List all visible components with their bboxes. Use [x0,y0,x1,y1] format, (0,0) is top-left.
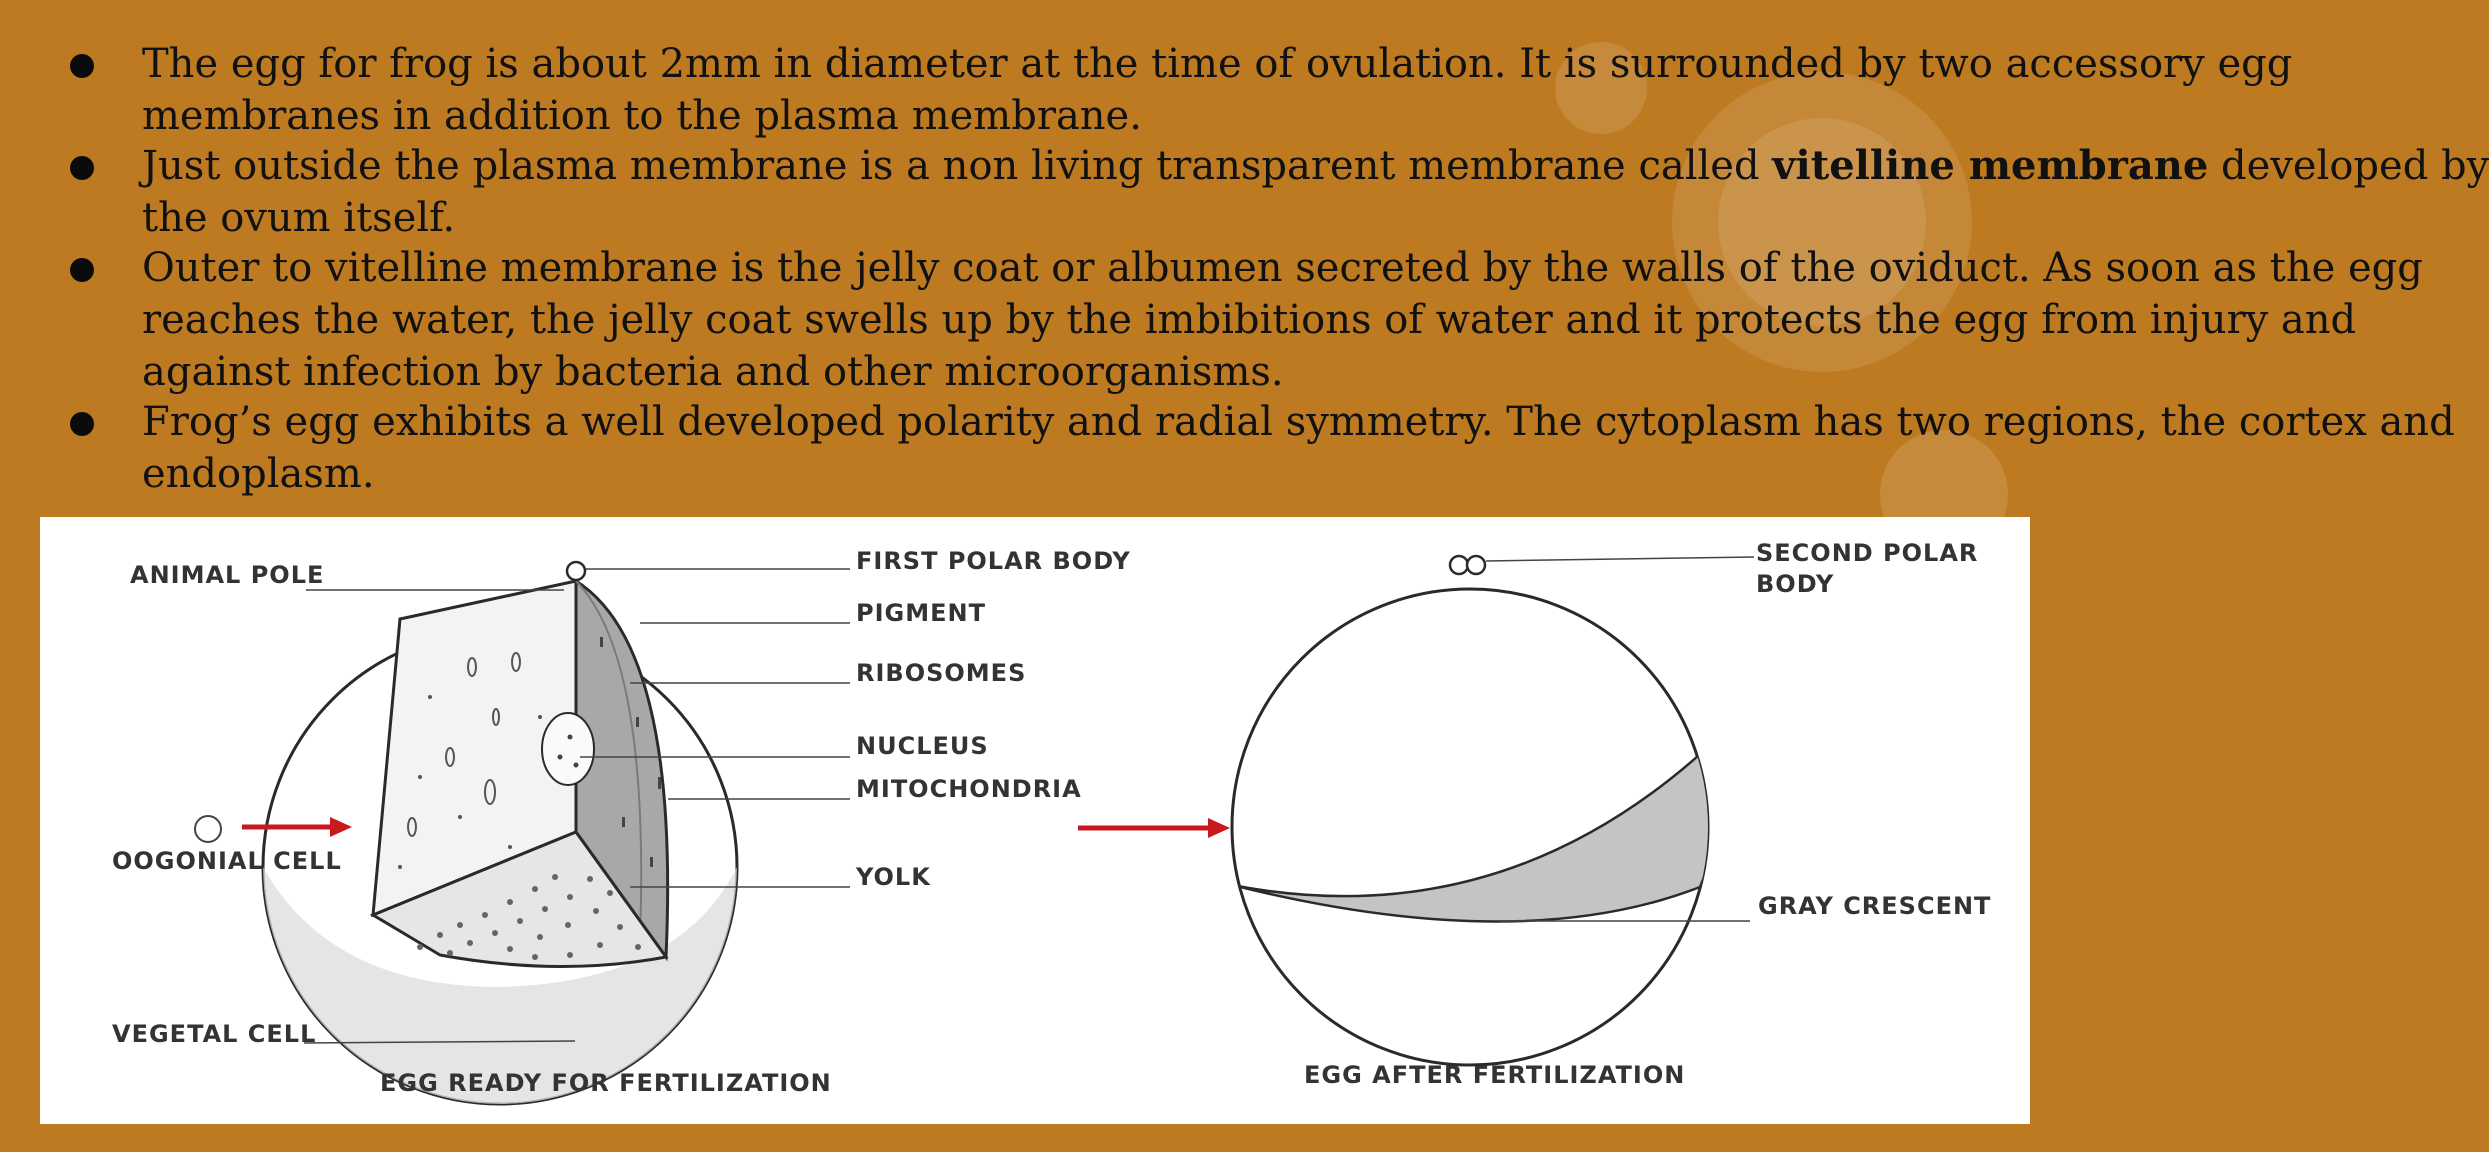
label-nucleus: NUCLEUS [856,732,989,760]
label-yolk: YOLK [856,863,931,891]
label-pigment: PIGMENT [856,599,986,627]
bullet-line [142,140,2489,192]
egg-diagram-panel [40,517,2030,1124]
arrow-head-right [1208,818,1230,838]
label-second-polar-body-line1: SECOND POLAR [1756,539,1979,567]
bullet-dot [70,412,94,436]
nucleus-shape [542,713,594,785]
bullet-dot [70,258,94,282]
bullet-line: Outer to vitelline membrane is the jelly coat or albumen secreted by the walls of the oviduct. As soon as the egg [142,245,2423,291]
bullet-line: the ovum itself. [142,195,456,241]
label-mitochondria: MITOCHONDRIA [856,775,1082,803]
bullet-line: Frog’s egg exhibits a well developed polarity and radial symmetry. The cytoplasm has two regions, the cortex and [142,399,2455,445]
bold-term-vitelline-membrane: vitelline membrane [1772,142,2209,189]
label-first-polar-body: FIRST POLAR BODY [856,547,1131,575]
caption-egg-ready: EGG READY FOR FERTILIZATION [380,1069,832,1097]
first-polar-body-remnant-shape [1467,556,1485,574]
egg-diagram [40,517,2030,1124]
bullet-text: Just outside the plasma membrane is a non living transparent membrane called [142,143,1773,189]
bullet-line: against infection by bacteria and other microorganisms. [142,349,1284,395]
bullet-list [0,0,2489,510]
bullet-dot [70,54,94,78]
bullet-line: reaches the water, the jelly coat swells up by the imbibitions of water and it protects the egg from injury and [142,297,2357,343]
bullet-line: membranes in addition to the plasma membrane. [142,93,1142,139]
bullet-dot [70,156,94,180]
label-second-polar-body-line2: BODY [1756,570,1835,598]
egg-after-illustration [1078,539,1991,1089]
label-oogonial-cell: OOGONIAL CELL [112,847,342,875]
label-vegetal-cell: VEGETAL CELL [112,1020,317,1048]
bullet-line: The egg for frog is about 2mm in diameter at the time of ovulation. It is surrounded by two accessory egg [142,41,2293,87]
second-polar-body-shape [1450,556,1468,574]
first-polar-body-shape [567,562,585,580]
bullet-line: endoplasm. [142,451,375,497]
egg-ready-illustration [112,547,1131,1104]
label-ribosomes: RIBOSOMES [856,659,1027,687]
bullet-text: developed by [2208,143,2489,189]
oogonial-cell-shape [195,816,221,842]
label-animal-pole: ANIMAL POLE [130,561,325,589]
label-gray-crescent: GRAY CRESCENT [1758,892,1992,920]
caption-egg-after: EGG AFTER FERTILIZATION [1304,1061,1686,1089]
